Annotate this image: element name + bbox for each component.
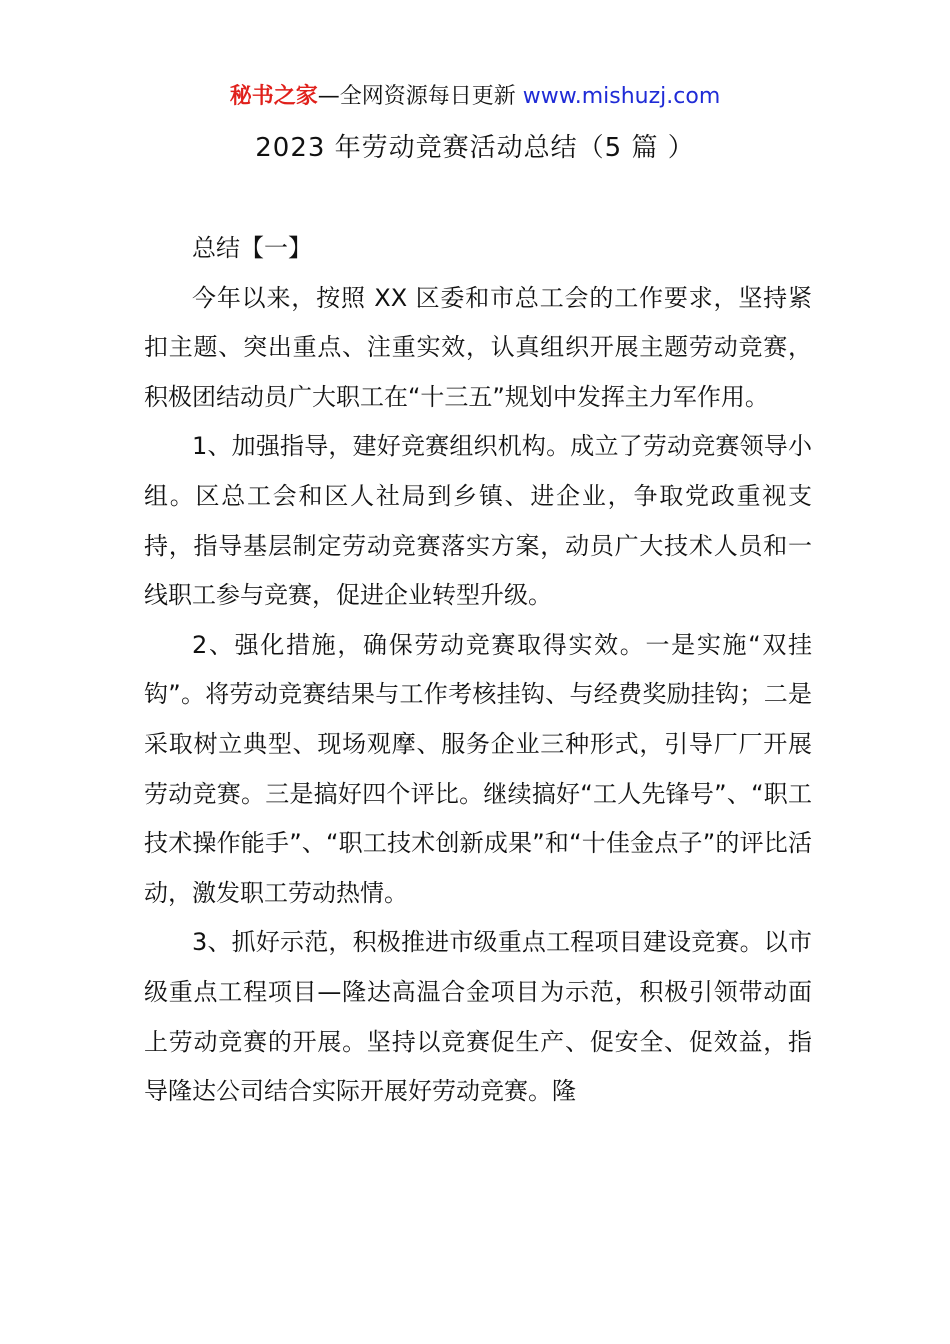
document-body	[144, 224, 812, 1117]
paragraph-intro: 今年以来，按照 XX 区委和市总工会的工作要求，坚持紧扣主题、突出重点、注重实效，认真组织开展主题劳动竞赛，积极团结动员广大职工在“十三五”规划中发挥主力军作用。	[144, 283, 812, 411]
document-title: 2023 年劳动竞赛活动总结（5 篇 ）	[255, 133, 695, 163]
site-brand: 秘书之家	[229, 84, 318, 109]
site-header	[0, 80, 950, 114]
paragraph-item-2: 2、强化措施，确保劳动竞赛取得实效。一是实施“双挂钩”。将劳动竞赛结果与工作考核挂钩、与经费奖励挂钩；二是采取树立典型、现场观摩、服务企业三种形式，引导厂厂开展劳动竞赛。三是搞好四个评比。继续搞好“工人先锋号”、“职工技术操作能手”、“职工技术创新成果”和“十佳金点子”的评比活动，激发职工劳动热情。	[144, 630, 812, 907]
paragraph-item-1: 1、加强指导，建好竞赛组织机构。成立了劳动竞赛领导小组。区总工会和区人社局到乡镇、进企业，争取党政重视支持，指导基层制定劳动竞赛落实方案，动员广大技术人员和一线职工参与竞赛，促进企业转型升级。	[144, 432, 812, 610]
site-tagline: —全网资源每日更新	[317, 84, 516, 109]
section-heading: 总结【一】	[192, 234, 312, 262]
site-url-link[interactable]: www.mishuzj.com	[522, 84, 721, 109]
paragraph-item-3: 3、抓好示范，积极推进市级重点工程项目建设竞赛。以市级重点工程项目—隆达高温合金项目为示范，积极引领带动面上劳动竞赛的开展。坚持以竞赛促生产、促安全、促效益，指导隆达公司结合实际开展好劳动竞赛。隆	[144, 928, 812, 1106]
